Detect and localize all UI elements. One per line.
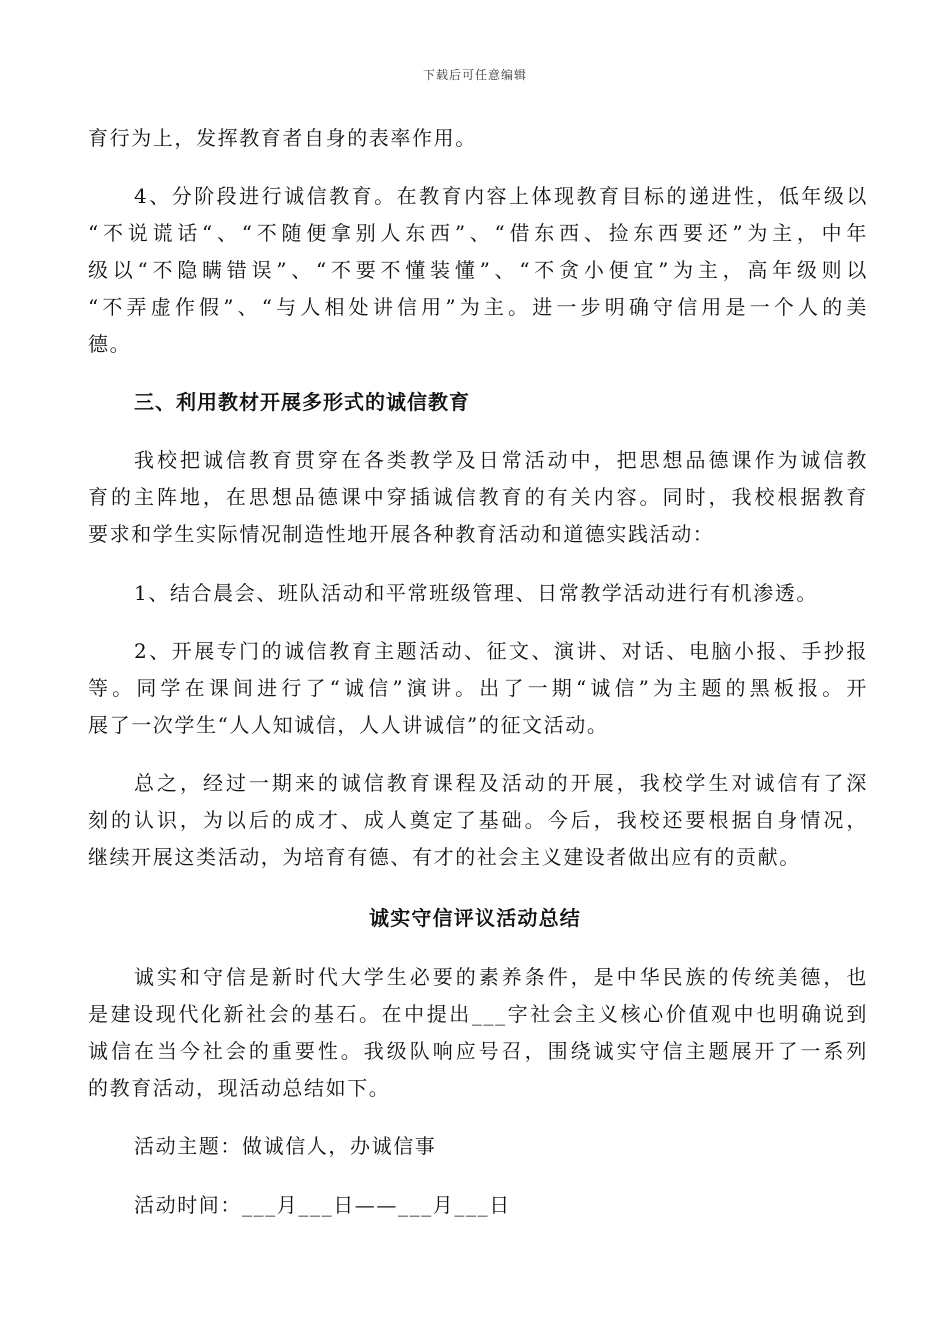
paragraph-line: 诚信在当今社会的重要性。我级队响应号召，围绕诚实守信主题展开了一系列 [88,1039,868,1063]
paragraph-line: 继续开展这类活动，为培育有德、有才的社会主义建设者做出应有的贡献。 [88,845,801,869]
document-title: 诚实守信评议活动总结 [369,906,581,930]
paragraph-line: 总之，经过一期来的诚信教育课程及活动的开展，我校学生对诚信有了深 [134,771,868,795]
paragraph-line: 等。同学在课间进行了“诚信”演讲。出了一期“诚信”为主题的黑板报。开 [88,676,868,700]
paragraph-line: 的教育活动，现活动总结如下。 [88,1076,391,1100]
paragraph-line: 德。 [88,332,132,356]
paragraph-line: 2、开展专门的诚信教育主题活动、征文、演讲、对话、电脑小报、手抄报 [134,639,868,663]
paragraph-line: 是建设现代化新社会的基石。在中提出___字社会主义核心价值观中也明确说到 [88,1002,868,1026]
paragraph-line: 4、分阶段进行诚信教育。在教育内容上体现教育目标的递进性，低年级以 [134,184,868,208]
activity-time: 活动时间：___月___日——___月___日 [134,1193,511,1217]
page-header: 下载后可任意编辑 [422,68,527,82]
paragraph-line: 刻的认识，为以后的成才、成人奠定了基础。今后，我校还要根据自身情况， [88,808,868,832]
section-heading: 三、利用教材开展多形式的诚信教育 [134,390,470,414]
paragraph-line: 育行为上，发挥教育者自身的表率作用。 [88,126,477,150]
paragraph-line: 展了一次学生“人人知诚信，人人讲诚信”的征文活动。 [88,713,609,737]
paragraph-line: 育的主阵地，在思想品德课中穿插诚信教育的有关内容。同时，我校根据教育 [88,485,868,509]
paragraph-line: 诚实和守信是新时代大学生必要的素养条件，是中华民族的传统美德，也 [134,965,868,989]
paragraph-line: 级以“不隐瞒错误”、“不要不懂装懂”、“不贪小便宜”为主，高年级则以 [88,258,868,282]
paragraph-line: 我校把诚信教育贯穿在各类教学及日常活动中，把思想品德课作为诚信教 [134,448,868,472]
activity-theme: 活动主题：做诚信人，办诚信事 [134,1134,437,1158]
paragraph-line: “不说谎话“、“不随便拿别人东西”、“借东西、捡东西要还”为主，中年 [88,221,868,245]
paragraph-line: 要求和学生实际情况制造性地开展各种教育活动和道德实践活动： [88,522,715,546]
paragraph-line: 1、结合晨会、班队活动和平常班级管理、日常教学活动进行有机渗透。 [134,581,818,605]
paragraph-line: “不弄虚作假”、“与人相处讲信用”为主。进一步明确守信用是一个人的美 [88,295,868,319]
